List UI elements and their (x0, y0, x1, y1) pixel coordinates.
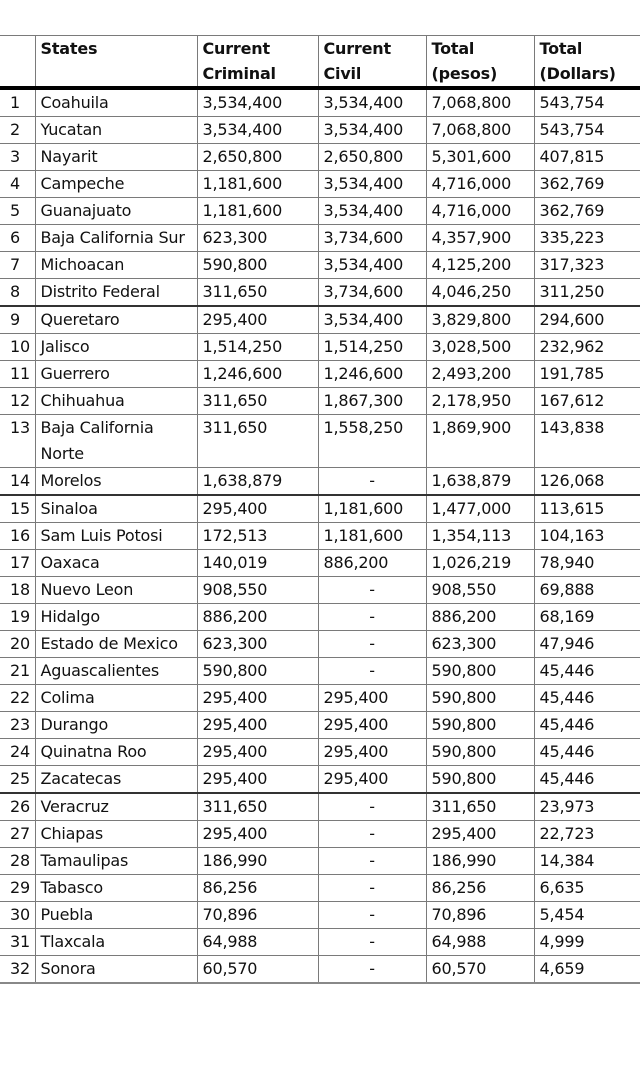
state-name-cell: Oaxaca (35, 550, 197, 577)
total-pesos-cell: 5,301,600 (426, 144, 534, 171)
total-pesos-cell: 623,300 (426, 631, 534, 658)
current-criminal-cell: 311,650 (197, 388, 318, 415)
total-pesos-cell: 3,028,500 (426, 334, 534, 361)
current-criminal-cell: 3,534,400 (197, 88, 318, 117)
current-criminal-cell: 1,181,600 (197, 198, 318, 225)
table-row (0, 306, 640, 334)
current-criminal-cell: 186,990 (197, 848, 318, 875)
current-civil-cell: 295,400 (318, 685, 426, 712)
current-civil-cell: 1,514,250 (318, 334, 426, 361)
state-name-cell: Colima (35, 685, 197, 712)
state-name-cell: Sam Luis Potosi (35, 523, 197, 550)
rank-cell: 26 (0, 793, 35, 821)
current-civil-cell: 295,400 (318, 766, 426, 794)
current-civil-cell: - (318, 604, 426, 631)
header-states: States (35, 36, 197, 89)
total-pesos-cell: 4,716,000 (426, 198, 534, 225)
states-budget-table (0, 35, 640, 984)
table-row (0, 523, 640, 550)
current-criminal-cell: 295,400 (197, 766, 318, 794)
state-name-cell: Durango (35, 712, 197, 739)
current-criminal-cell: 1,638,879 (197, 468, 318, 496)
total-dollars-cell: 45,446 (534, 739, 640, 766)
table-row (0, 848, 640, 875)
total-pesos-cell: 3,829,800 (426, 306, 534, 334)
current-civil-cell: - (318, 577, 426, 604)
current-civil-cell: 1,246,600 (318, 361, 426, 388)
rank-cell: 30 (0, 902, 35, 929)
total-dollars-cell: 45,446 (534, 685, 640, 712)
rank-cell: 16 (0, 523, 35, 550)
rank-cell: 12 (0, 388, 35, 415)
current-civil-cell: 3,534,400 (318, 117, 426, 144)
total-pesos-cell: 4,357,900 (426, 225, 534, 252)
table-row (0, 685, 640, 712)
current-criminal-cell: 295,400 (197, 306, 318, 334)
total-dollars-cell: 126,068 (534, 468, 640, 496)
rank-cell: 1 (0, 88, 35, 117)
current-criminal-cell: 1,514,250 (197, 334, 318, 361)
total-pesos-cell: 86,256 (426, 875, 534, 902)
total-dollars-cell: 294,600 (534, 306, 640, 334)
state-name-cell: Zacatecas (35, 766, 197, 794)
total-pesos-cell: 590,800 (426, 658, 534, 685)
current-criminal-cell: 60,570 (197, 956, 318, 984)
rank-cell: 25 (0, 766, 35, 794)
current-criminal-cell: 295,400 (197, 712, 318, 739)
total-pesos-cell: 1,869,900 (426, 415, 534, 468)
rank-cell: 21 (0, 658, 35, 685)
rank-cell: 9 (0, 306, 35, 334)
total-dollars-cell: 45,446 (534, 658, 640, 685)
current-civil-cell: - (318, 875, 426, 902)
state-name-cell: Jalisco (35, 334, 197, 361)
state-name-cell: Coahuila (35, 88, 197, 117)
current-civil-cell: 1,181,600 (318, 495, 426, 523)
current-civil-cell: 3,534,400 (318, 252, 426, 279)
total-dollars-cell: 543,754 (534, 117, 640, 144)
current-civil-cell: 1,181,600 (318, 523, 426, 550)
current-civil-cell: - (318, 848, 426, 875)
rank-cell: 2 (0, 117, 35, 144)
state-name-cell: Quinatna Roo (35, 739, 197, 766)
rank-cell: 31 (0, 929, 35, 956)
table-row (0, 252, 640, 279)
table-row (0, 739, 640, 766)
current-civil-cell: 3,734,600 (318, 279, 426, 307)
state-name-cell: Michoacan (35, 252, 197, 279)
total-dollars-cell: 543,754 (534, 88, 640, 117)
current-civil-cell: 1,867,300 (318, 388, 426, 415)
total-dollars-cell: 22,723 (534, 821, 640, 848)
table-row (0, 225, 640, 252)
state-name-cell: Tlaxcala (35, 929, 197, 956)
current-criminal-cell: 311,650 (197, 793, 318, 821)
rank-cell: 3 (0, 144, 35, 171)
total-pesos-cell: 60,570 (426, 956, 534, 984)
state-name-cell: Sonora (35, 956, 197, 984)
current-criminal-cell: 64,988 (197, 929, 318, 956)
rank-cell: 29 (0, 875, 35, 902)
table-row (0, 875, 640, 902)
total-dollars-cell: 407,815 (534, 144, 640, 171)
total-dollars-cell: 4,659 (534, 956, 640, 984)
current-criminal-cell: 908,550 (197, 577, 318, 604)
current-civil-cell: 1,558,250 (318, 415, 426, 468)
total-dollars-cell: 113,615 (534, 495, 640, 523)
rank-cell: 18 (0, 577, 35, 604)
state-name-cell: Morelos (35, 468, 197, 496)
total-dollars-cell: 143,838 (534, 415, 640, 468)
current-civil-cell: 3,534,400 (318, 198, 426, 225)
total-dollars-cell: 45,446 (534, 712, 640, 739)
header-total-pesos: Total (pesos) (426, 36, 534, 89)
total-dollars-cell: 4,999 (534, 929, 640, 956)
rank-cell: 6 (0, 225, 35, 252)
current-criminal-cell: 140,019 (197, 550, 318, 577)
current-civil-cell: - (318, 956, 426, 984)
table-row (0, 415, 640, 468)
rank-cell: 10 (0, 334, 35, 361)
current-criminal-cell: 295,400 (197, 495, 318, 523)
header-current-civil: Current Civil (318, 36, 426, 89)
current-criminal-cell: 70,896 (197, 902, 318, 929)
current-criminal-cell: 311,650 (197, 279, 318, 307)
table-row (0, 929, 640, 956)
total-pesos-cell: 4,716,000 (426, 171, 534, 198)
state-name-cell: Tamaulipas (35, 848, 197, 875)
total-pesos-cell: 908,550 (426, 577, 534, 604)
total-dollars-cell: 47,946 (534, 631, 640, 658)
rank-cell: 13 (0, 415, 35, 468)
current-criminal-cell: 886,200 (197, 604, 318, 631)
table-body (0, 88, 640, 983)
current-criminal-cell: 3,534,400 (197, 117, 318, 144)
total-pesos-cell: 590,800 (426, 712, 534, 739)
state-name-cell: Tabasco (35, 875, 197, 902)
table-row (0, 631, 640, 658)
table-row (0, 766, 640, 794)
state-name-cell: Chiapas (35, 821, 197, 848)
current-civil-cell: - (318, 468, 426, 496)
table-row (0, 117, 640, 144)
total-dollars-cell: 6,635 (534, 875, 640, 902)
total-pesos-cell: 295,400 (426, 821, 534, 848)
total-pesos-cell: 1,477,000 (426, 495, 534, 523)
current-civil-cell: 295,400 (318, 739, 426, 766)
total-pesos-cell: 2,178,950 (426, 388, 534, 415)
rank-cell: 5 (0, 198, 35, 225)
header-total-dollars: Total (Dollars) (534, 36, 640, 89)
total-pesos-cell: 590,800 (426, 685, 534, 712)
rank-cell: 22 (0, 685, 35, 712)
rank-cell: 24 (0, 739, 35, 766)
state-name-cell: Queretaro (35, 306, 197, 334)
current-civil-cell: - (318, 929, 426, 956)
current-criminal-cell: 1,181,600 (197, 171, 318, 198)
current-civil-cell: - (318, 658, 426, 685)
current-criminal-cell: 311,650 (197, 415, 318, 468)
table-row (0, 821, 640, 848)
current-civil-cell: - (318, 902, 426, 929)
total-dollars-cell: 335,223 (534, 225, 640, 252)
table-row (0, 334, 640, 361)
total-dollars-cell: 167,612 (534, 388, 640, 415)
table-row (0, 902, 640, 929)
header-current-criminal: Current Criminal (197, 36, 318, 89)
current-criminal-cell: 172,513 (197, 523, 318, 550)
total-dollars-cell: 23,973 (534, 793, 640, 821)
current-civil-cell: 886,200 (318, 550, 426, 577)
table-row (0, 279, 640, 307)
table-row (0, 144, 640, 171)
rank-cell: 28 (0, 848, 35, 875)
table-row (0, 550, 640, 577)
state-name-cell: Nuevo Leon (35, 577, 197, 604)
total-pesos-cell: 886,200 (426, 604, 534, 631)
total-dollars-cell: 232,962 (534, 334, 640, 361)
state-name-cell: Distrito Federal (35, 279, 197, 307)
total-pesos-cell: 70,896 (426, 902, 534, 929)
current-civil-cell: 2,650,800 (318, 144, 426, 171)
table-row (0, 604, 640, 631)
current-civil-cell: 295,400 (318, 712, 426, 739)
total-pesos-cell: 1,638,879 (426, 468, 534, 496)
current-criminal-cell: 623,300 (197, 631, 318, 658)
total-pesos-cell: 4,046,250 (426, 279, 534, 307)
table-row (0, 793, 640, 821)
state-name-cell: Yucatan (35, 117, 197, 144)
rank-cell: 8 (0, 279, 35, 307)
current-civil-cell: 3,534,400 (318, 171, 426, 198)
current-criminal-cell: 295,400 (197, 739, 318, 766)
total-dollars-cell: 69,888 (534, 577, 640, 604)
state-name-cell: Guanajuato (35, 198, 197, 225)
state-name-cell: Campeche (35, 171, 197, 198)
rank-cell: 27 (0, 821, 35, 848)
total-dollars-cell: 5,454 (534, 902, 640, 929)
rank-cell: 19 (0, 604, 35, 631)
rank-cell: 7 (0, 252, 35, 279)
current-criminal-cell: 1,246,600 (197, 361, 318, 388)
table-row (0, 658, 640, 685)
state-name-cell: Veracruz (35, 793, 197, 821)
total-dollars-cell: 68,169 (534, 604, 640, 631)
total-dollars-cell: 191,785 (534, 361, 640, 388)
total-dollars-cell: 45,446 (534, 766, 640, 794)
total-pesos-cell: 2,493,200 (426, 361, 534, 388)
table-row (0, 171, 640, 198)
table-row (0, 577, 640, 604)
total-pesos-cell: 590,800 (426, 766, 534, 794)
total-dollars-cell: 317,323 (534, 252, 640, 279)
current-criminal-cell: 590,800 (197, 252, 318, 279)
total-dollars-cell: 14,384 (534, 848, 640, 875)
table-row (0, 361, 640, 388)
total-pesos-cell: 7,068,800 (426, 117, 534, 144)
current-criminal-cell: 590,800 (197, 658, 318, 685)
state-name-cell: Baja California Norte (35, 415, 197, 468)
rank-cell: 23 (0, 712, 35, 739)
rank-cell: 11 (0, 361, 35, 388)
current-civil-cell: - (318, 631, 426, 658)
table-row (0, 712, 640, 739)
state-name-cell: Puebla (35, 902, 197, 929)
total-dollars-cell: 362,769 (534, 198, 640, 225)
state-name-cell: Aguascalientes (35, 658, 197, 685)
rank-cell: 4 (0, 171, 35, 198)
total-pesos-cell: 7,068,800 (426, 88, 534, 117)
current-criminal-cell: 2,650,800 (197, 144, 318, 171)
table-row (0, 198, 640, 225)
table-row (0, 88, 640, 117)
total-dollars-cell: 311,250 (534, 279, 640, 307)
total-dollars-cell: 362,769 (534, 171, 640, 198)
current-criminal-cell: 86,256 (197, 875, 318, 902)
current-civil-cell: - (318, 821, 426, 848)
total-pesos-cell: 1,026,219 (426, 550, 534, 577)
state-name-cell: Guerrero (35, 361, 197, 388)
current-civil-cell: - (318, 793, 426, 821)
current-criminal-cell: 295,400 (197, 821, 318, 848)
state-name-cell: Estado de Mexico (35, 631, 197, 658)
rank-cell: 20 (0, 631, 35, 658)
header-rank (0, 36, 35, 89)
table-row (0, 956, 640, 984)
header-row (0, 36, 640, 89)
state-name-cell: Baja California Sur (35, 225, 197, 252)
state-name-cell: Sinaloa (35, 495, 197, 523)
current-civil-cell: 3,534,400 (318, 88, 426, 117)
current-criminal-cell: 623,300 (197, 225, 318, 252)
total-pesos-cell: 1,354,113 (426, 523, 534, 550)
table-row (0, 388, 640, 415)
total-dollars-cell: 78,940 (534, 550, 640, 577)
rank-cell: 32 (0, 956, 35, 984)
state-name-cell: Nayarit (35, 144, 197, 171)
total-pesos-cell: 4,125,200 (426, 252, 534, 279)
total-pesos-cell: 64,988 (426, 929, 534, 956)
total-dollars-cell: 104,163 (534, 523, 640, 550)
table-row (0, 495, 640, 523)
state-name-cell: Chihuahua (35, 388, 197, 415)
total-pesos-cell: 590,800 (426, 739, 534, 766)
total-pesos-cell: 311,650 (426, 793, 534, 821)
rank-cell: 14 (0, 468, 35, 496)
rank-cell: 17 (0, 550, 35, 577)
current-civil-cell: 3,734,600 (318, 225, 426, 252)
current-civil-cell: 3,534,400 (318, 306, 426, 334)
rank-cell: 15 (0, 495, 35, 523)
state-name-cell: Hidalgo (35, 604, 197, 631)
total-pesos-cell: 186,990 (426, 848, 534, 875)
current-criminal-cell: 295,400 (197, 685, 318, 712)
table-row (0, 468, 640, 496)
